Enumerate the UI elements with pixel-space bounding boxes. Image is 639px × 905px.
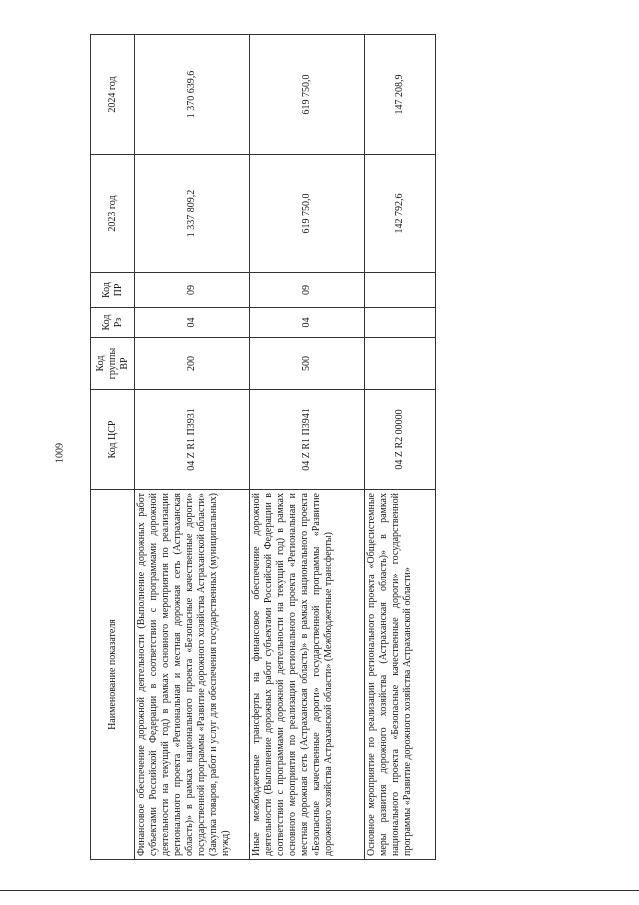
page-number: 1009 (54, 443, 66, 463)
table-row (250, 35, 365, 860)
row-rz (365, 308, 436, 338)
budget-table (90, 34, 436, 860)
table-row (365, 35, 436, 860)
header-vr: Код группы ВР (91, 338, 135, 390)
row-pr: 09 (135, 273, 250, 308)
row-pr (365, 273, 436, 308)
table-header-row (91, 35, 135, 860)
row-vr: 500 (250, 338, 365, 390)
row-vr (365, 338, 436, 390)
row-rz: 04 (250, 308, 365, 338)
header-2023: 2023 год (91, 155, 135, 273)
row-name: Иные межбюджетные трансферты на финансовое обеспечение дорожной деятельности (Выполнение дорожных работ субъектами Российской Федерации в соответствии с программами дорожной деятельности на текущий год) в рамках основного мероприятия по реализации регионального проекта «Региональная и местная дорожная сеть (Астраханская область)» в рамках национального проекта «Безопасные качественные дороги» государственной программы «Развитие дорожного хозяйства Астраханской области» (Межбюджетные трансферты) (250, 490, 365, 860)
row-csr: 04 Z R1 П3941 (250, 390, 365, 490)
header-pr: Код ПР (91, 273, 135, 308)
row-vr: 200 (135, 338, 250, 390)
row-2024: 1 370 639,6 (135, 35, 250, 155)
header-2024: 2024 год (91, 35, 135, 155)
budget-table-rotated (90, 35, 435, 860)
row-2023: 619 750,0 (250, 155, 365, 273)
row-2024: 619 750,0 (250, 35, 365, 155)
row-2023: 1 337 809,2 (135, 155, 250, 273)
header-name: Наименование показателя (91, 490, 135, 860)
row-2024: 147 208,9 (365, 35, 436, 155)
bottom-scan-line (0, 890, 639, 891)
header-csr: Код ЦСР (91, 390, 135, 490)
budget-table-container (90, 35, 435, 860)
row-csr: 04 Z R2 00000 (365, 390, 436, 490)
header-rz: Код Рз (91, 308, 135, 338)
row-rz: 04 (135, 308, 250, 338)
row-pr: 09 (250, 273, 365, 308)
row-2023: 142 792,6 (365, 155, 436, 273)
row-csr: 04 Z R1 П3931 (135, 390, 250, 490)
table-row (135, 35, 250, 860)
row-name: Основное мероприятие по реализации регионального проекта «Общесистемные меры развития дорожного хозяйства (Астраханская область)» в рамках национального проекта «Безопасные качественные дороги» государственной программы «Развитие дорожного хозяйства Астраханской области» (365, 490, 436, 860)
row-name: Финансовое обеспечение дорожной деятельности (Выполнение дорожных работ субъектами Российской Федерации в соответствии с программами дорожной деятельности на текущий год) в рамках основного мероприятия по реализации регионального проекта «Региональная и местная дорожная сеть (Астраханская область)» в рамках национального проекта «Безопасные качественные дороги» государственной программы «Развитие дорожного хозяйства Астраханской области» (Закупка товаров, работ и услуг для обеспечения государственных (муниципальных) нужд) (135, 490, 250, 860)
